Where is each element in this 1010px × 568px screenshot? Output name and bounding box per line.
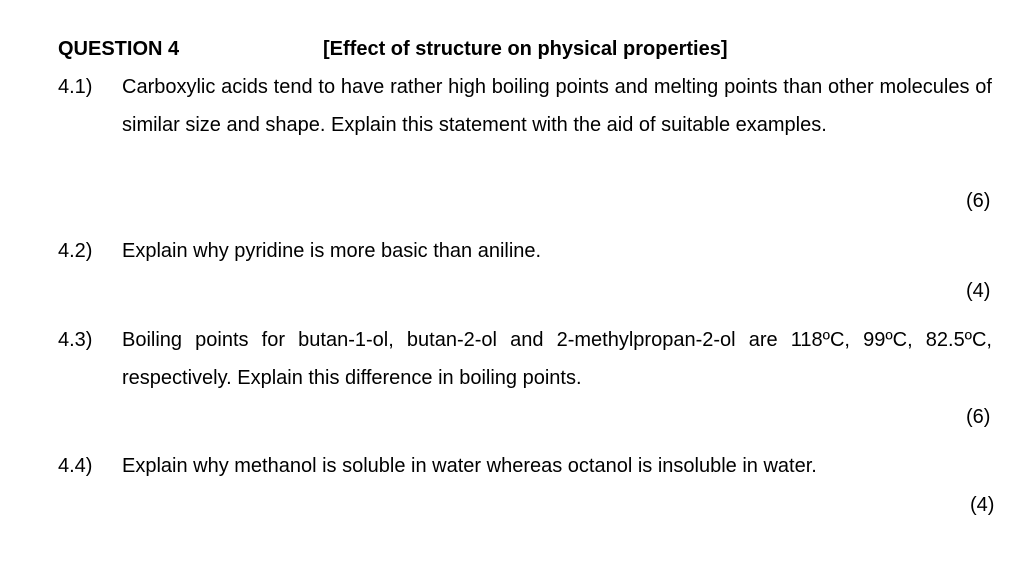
item-text: Carboxylic acids tend to have rather high boiling points and melting points than other molecules of similar size and shape. Explain this statement with the aid of suitable examples. [122, 76, 992, 136]
question-topic: [Effect of structure on physical properties] [323, 38, 728, 60]
item-text: Boiling points for butan-1-ol, butan-2-ol and 2-methylpropan-2-ol are 118ºC, 99ºC, 82.5ºC, respectively. Explain this difference in boiling points. [122, 329, 992, 389]
item-text: Explain why pyridine is more basic than aniline. [122, 240, 542, 262]
item-number: 4.3) [58, 329, 93, 351]
question-title: QUESTION 4 [58, 38, 180, 60]
item-number: 4.2) [58, 240, 93, 262]
item-marks-4-2: (4) [966, 280, 991, 302]
item-number: 4.1) [58, 76, 93, 98]
item-marks-4-4: (4) [970, 494, 995, 516]
item-text: Explain why methanol is soluble in water whereas octanol is insoluble in water. [122, 455, 817, 477]
item-number: 4.4) [58, 455, 93, 477]
item-marks-4-3: (6) [966, 406, 991, 428]
item-marks-4-1: (6) [966, 190, 991, 212]
